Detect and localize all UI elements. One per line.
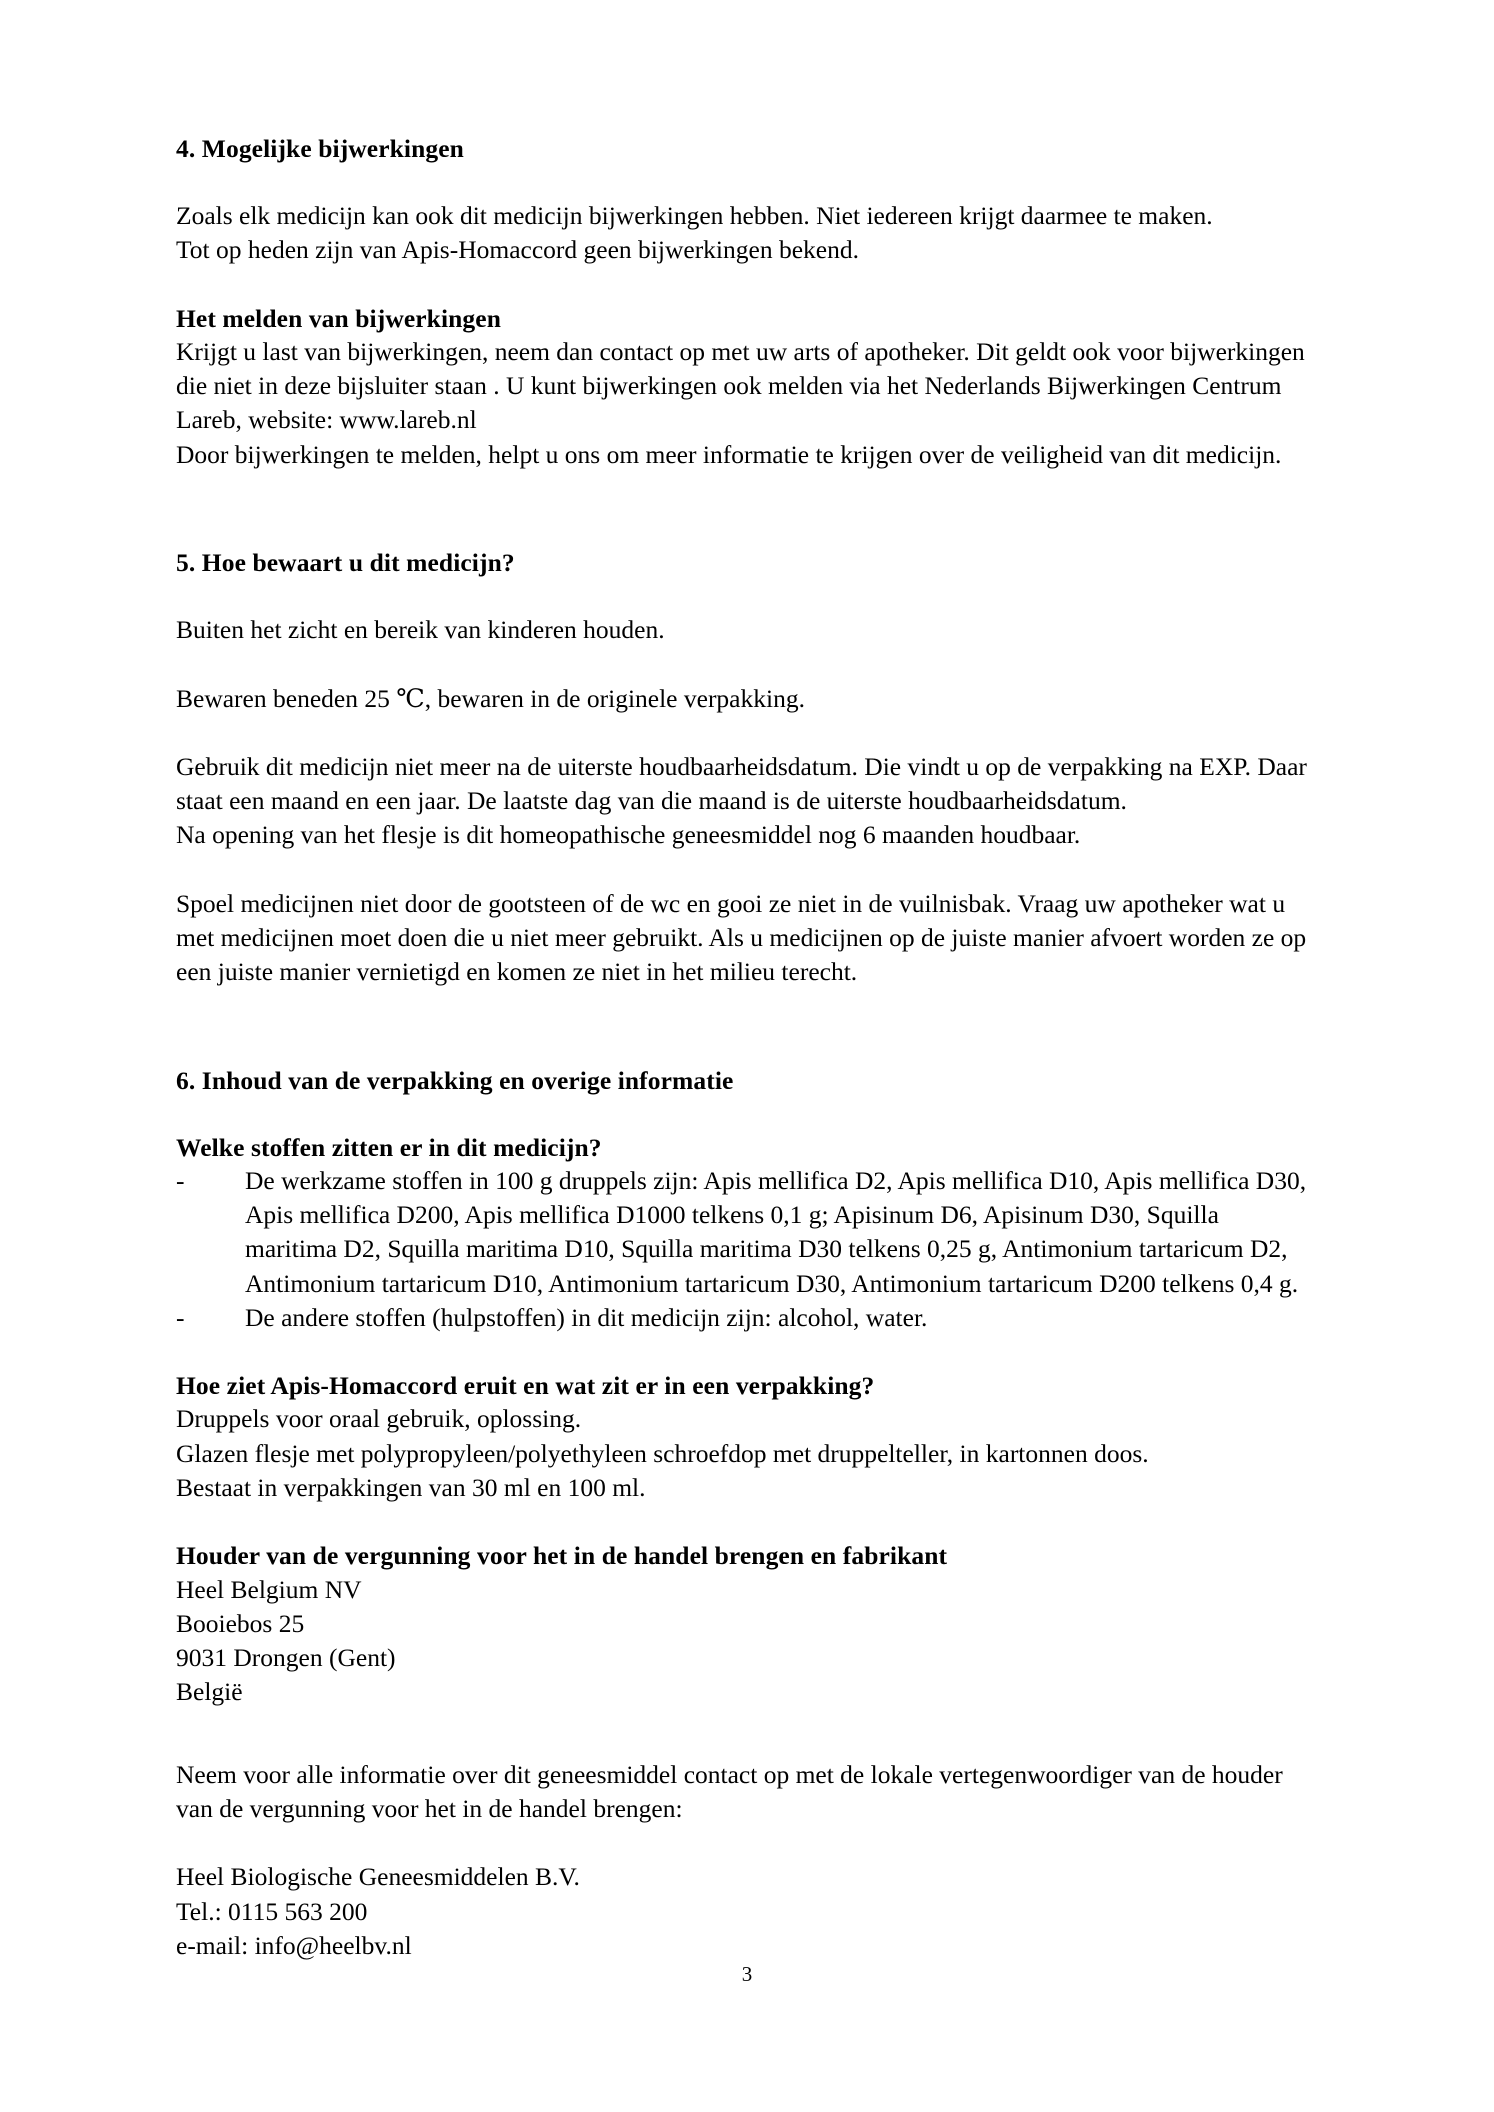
side-effects-intro-line-1: Zoals elk medicijn kan ook dit medicijn bijwerkingen hebben. Niet iedereen krijgt daarmee te maken. [176,201,1213,231]
heading-licence-holder: Houder van de vergunning voor het in de handel brengen en fabrikant [176,1541,948,1571]
spacer [176,1710,1308,1758]
list-item [176,1301,1308,1335]
substances-list [176,1164,1308,1335]
holder-address-line: Booiebos 25 [176,1608,305,1638]
storage-paragraph-5: Spoel medicijnen niet door de gootsteen of de wc en gooi ze niet in de vuilnisbak. Vraag uw apotheker wat u met medicijnen moet doen die u niet meer gebruikt. Als u medicijnen op de juiste manier afvoert worden ze op een juiste manier vernietigd en komen ze niet in het milieu terecht. [176,888,1307,987]
representative-paragraph: Neem voor alle informatie over dit geneesmiddel contact op met de lokale vertegenwoordiger van de houder van de vergunning voor het in de handel brengen: [176,1759,1283,1823]
spacer [176,1097,1308,1131]
heading-section-6: 6. Inhoud van de verpakking en overige informatie [176,1065,734,1095]
reporting-paragraph-2: Door bijwerkingen te melden, helpt u ons om meer informatie te krijgen over de veiligheid van dit medicijn. [176,439,1282,469]
spacer [176,1826,1308,1860]
heading-section-4: 4. Mogelijke bijwerkingen [176,134,464,163]
appearance-line-1: Druppels voor oraal gebruik, oplossing. [176,1404,582,1434]
page-content [176,132,1308,1963]
appearance-line-2: Glazen flesje met polypropyleen/polyethyleen schroefdop met druppelteller, in kartonnen doos. [176,1438,1149,1468]
reporting-paragraph: Krijgt u last van bijwerkingen, neem dan contact op met uw arts of apotheker. Dit geldt ook voor bijwerkingen die niet in deze bijsluiter staan . U kunt bijwerkingen ook melden via het Nederlands Bijwerkingen Centrum Lareb, website: www.lareb.nl [176,336,1305,435]
spacer [176,472,1308,546]
spacer [176,990,1308,1064]
list-item-text: De werkzame stoffen in 100 g druppels zijn: Apis mellifica D2, Apis mellifica D10, Apis mellifica D30, Apis mellifica D200, Apis mellifica D1000 telkens 0,1 g; Apisinum D6, Apisinum D30, Squilla maritima D2, Squilla maritima D10, Squilla maritima D30 telkens 0,25 g, Antimonium tartaricum D2, Antimonium tartaricum D10, Antimonium tartaricum D30, Antimonium tartaricum D200 telkens 0,4 g. [245,1165,1307,1298]
side-effects-intro-line-2: Tot op heden zijn van Apis-Homaccord geen bijwerkingen bekend. [176,235,859,265]
heading-appearance: Hoe ziet Apis-Homaccord eruit en wat zit er in een verpakking? [176,1371,875,1401]
spacer [176,268,1308,302]
representative-detail-line: Tel.: 0115 563 200 [176,1896,368,1926]
list-item-text: De andere stoffen (hulpstoffen) in dit medicijn zijn: alcohol, water. [245,1303,928,1333]
spacer [176,1505,1308,1539]
storage-paragraph-4: Na opening van het flesje is dit homeopathische geneesmiddel nog 6 maanden houdbaar. [176,820,1081,850]
spacer [176,853,1308,887]
storage-paragraph-2: Bewaren beneden 25 ℃, bewaren in de originele verpakking. [176,683,805,713]
appearance-line-3: Bestaat in verpakkingen van 30 ml en 100 ml. [176,1473,646,1503]
spacer [176,716,1308,750]
holder-address-line: 9031 Drongen (Gent) [176,1643,396,1673]
spacer [176,579,1308,613]
spacer [176,1335,1308,1369]
storage-paragraph-1: Buiten het zicht en bereik van kinderen houden. [176,615,665,645]
dash-bullet-icon: - [176,1303,185,1333]
holder-address-line: België [176,1677,243,1707]
heading-section-5: 5. Hoe bewaart u dit medicijn? [176,548,515,578]
heading-substances: Welke stoffen zitten er in dit medicijn? [176,1132,602,1162]
representative-detail-line: e-mail: info@heelbv.nl [176,1930,412,1960]
page-number: 3 [741,1962,753,1986]
dash-bullet-icon: - [176,1165,185,1195]
list-item [176,1164,1308,1301]
holder-address-line: Heel Belgium NV [176,1574,362,1604]
representative-detail-line: Heel Biologische Geneesmiddelen B.V. [176,1862,580,1892]
heading-reporting-side-effects: Het melden van bijwerkingen [176,303,501,333]
spacer [176,165,1308,199]
storage-paragraph-3: Gebruik dit medicijn niet meer na de uiterste houdbaarheidsdatum. Die vindt u op de verpakking na EXP. Daar staat een maand en een jaar. De laatste dag van die maand is de uiterste houdbaarheidsdatum. [176,751,1307,816]
spacer [176,648,1308,682]
